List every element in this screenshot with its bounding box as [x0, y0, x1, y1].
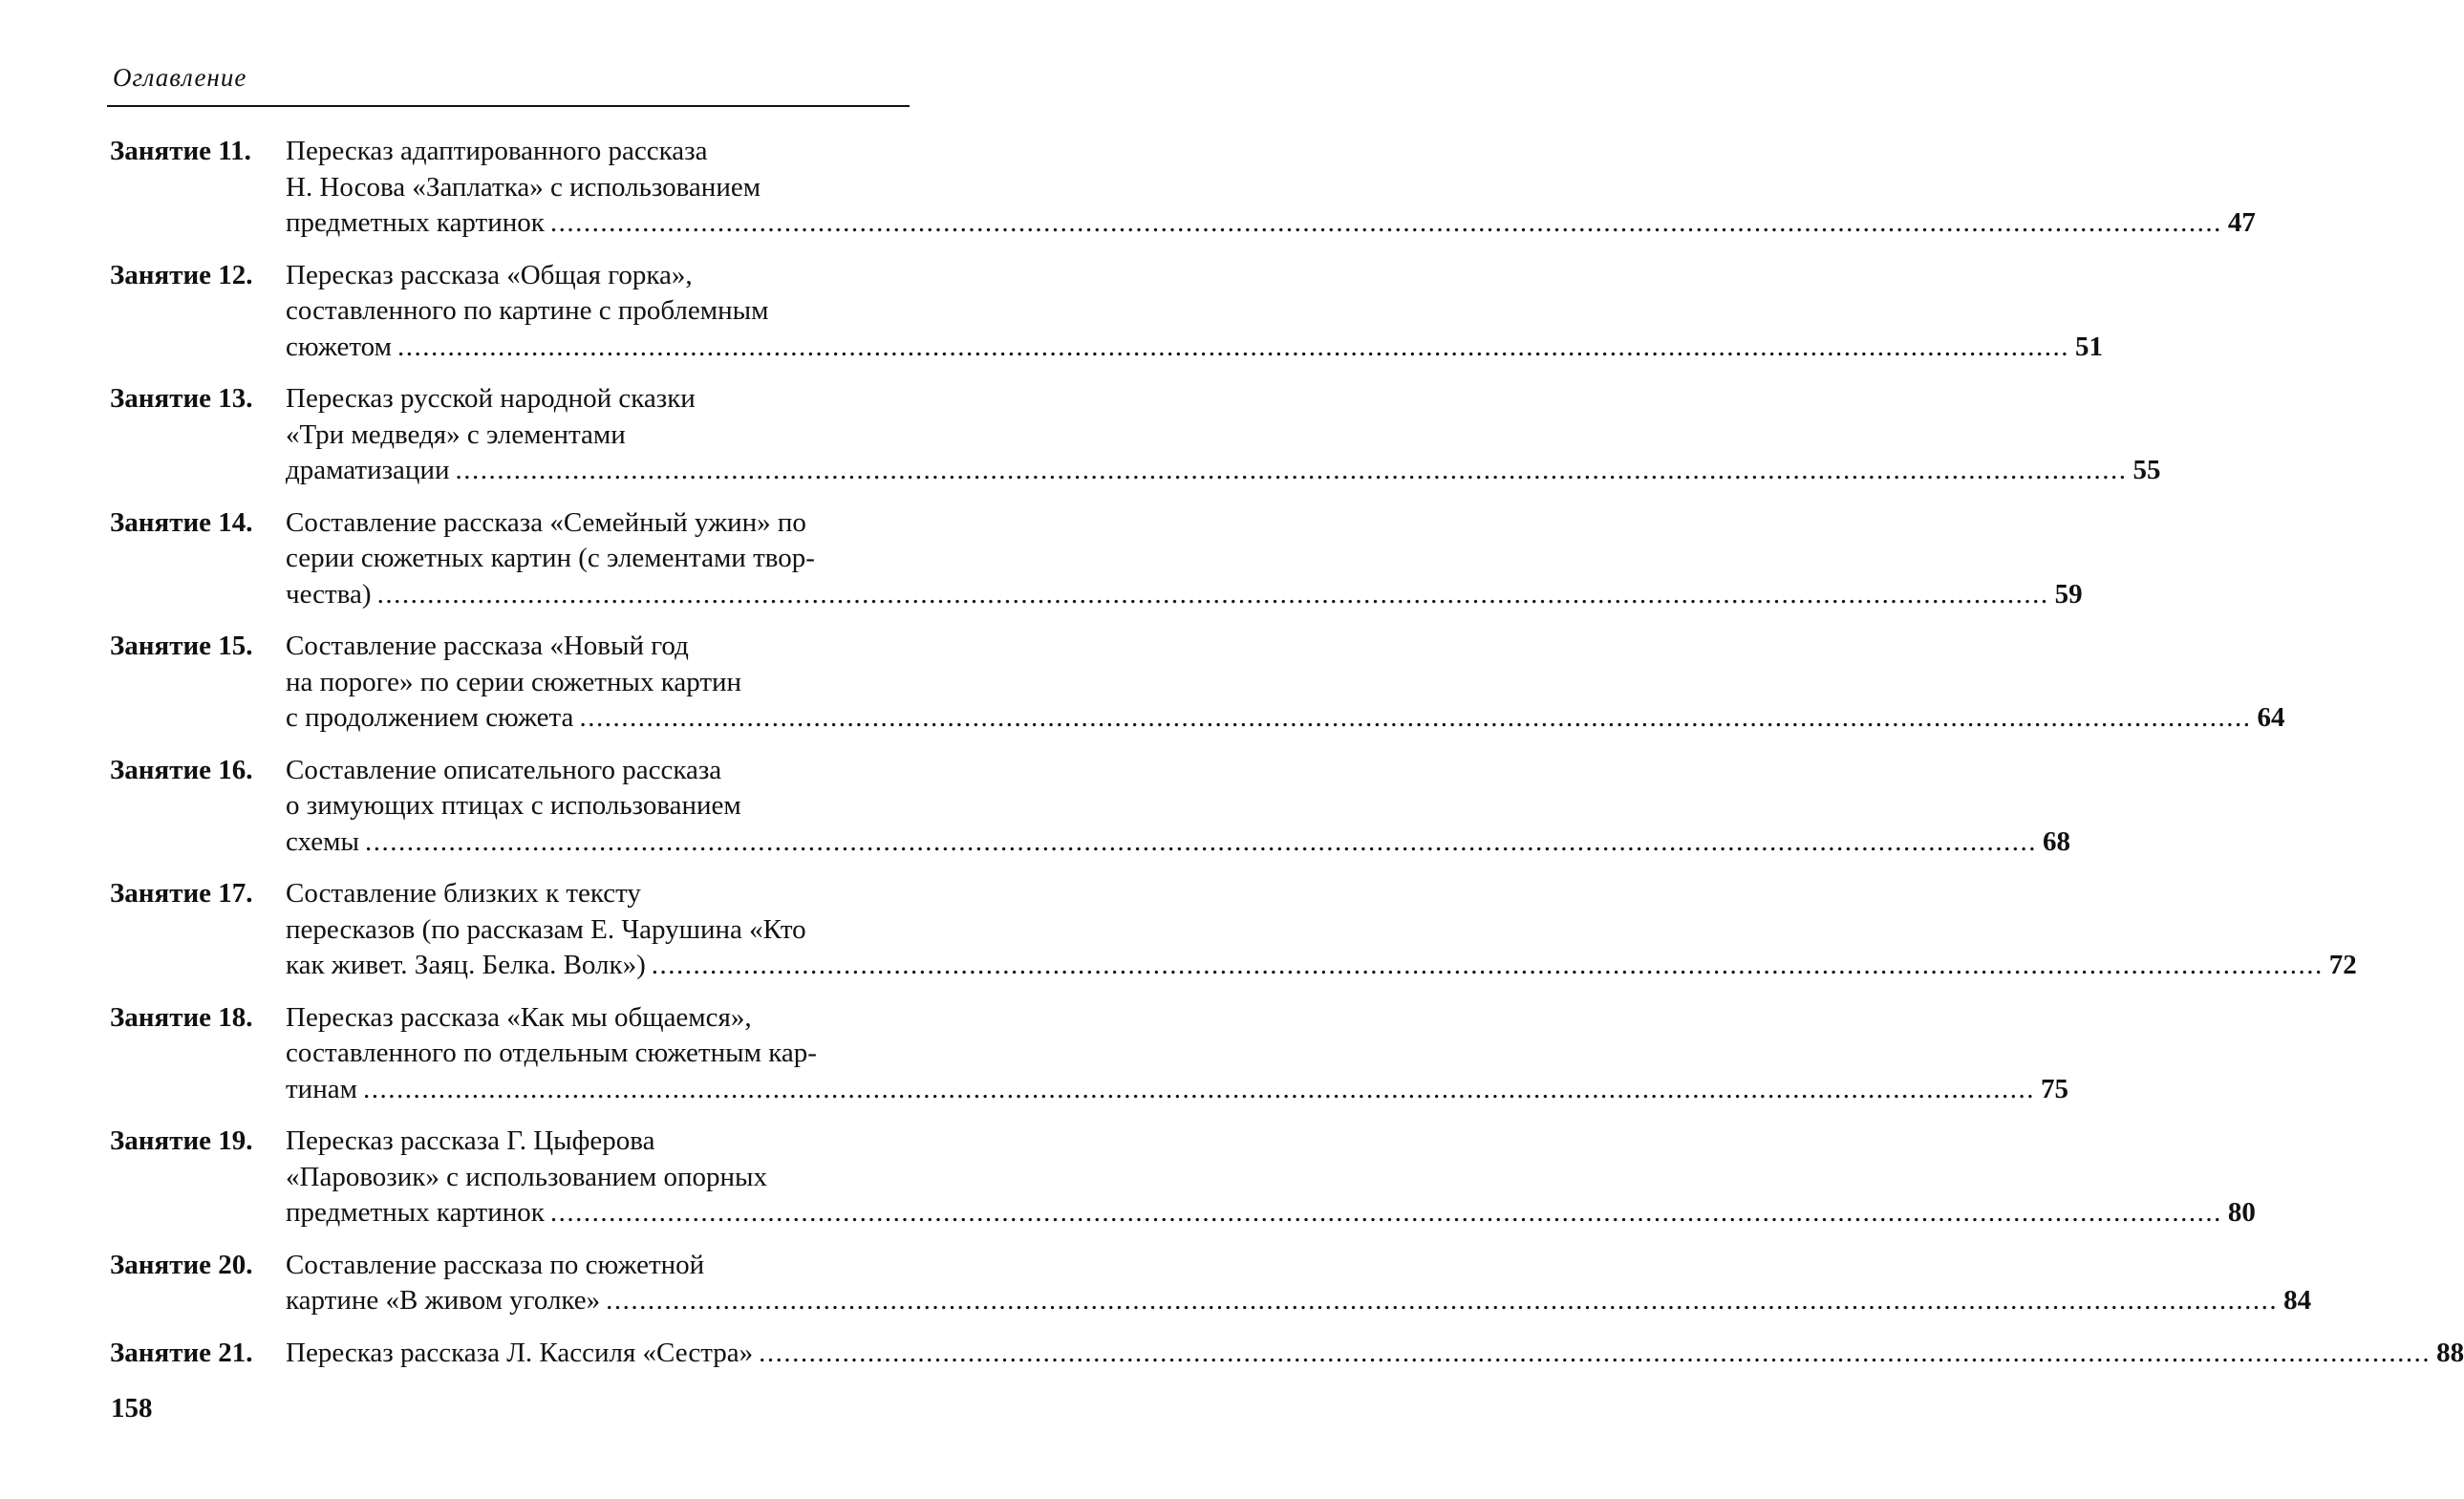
toc-entry-last-line: [286, 1195, 2256, 1231]
toc-entry-last-line: [286, 948, 2357, 984]
toc-entry-title: [286, 753, 2070, 861]
toc-entry-title: [286, 1248, 2311, 1319]
toc-entry: [110, 505, 2083, 613]
dot-leader: ........................................................................................................................................................................................................: [651, 950, 2324, 980]
toc-entry-title-line: Составление рассказа «Семейный ужин» по: [286, 506, 806, 538]
dot-leader: ........................................................................................................................................................................................................: [549, 1197, 2222, 1228]
toc-entry: [110, 753, 2070, 861]
toc-entry-label: Занятие 15.: [110, 631, 253, 661]
toc-entry-title-line: Н. Носова «Заплатка» с использованием: [286, 171, 761, 203]
toc-entry-title-line: Пересказ русской народной сказки: [286, 383, 696, 414]
page-number: 158: [111, 1393, 153, 1424]
toc-entry-title-line: Пересказ рассказа «Как мы общаемся»,: [286, 1001, 752, 1033]
toc-entry-title-line: как живет. Заяц. Белка. Волк»): [286, 950, 646, 980]
toc-entry-last-line: [286, 205, 2256, 242]
toc-entry-title: [286, 629, 2284, 737]
toc-entry-title: [286, 505, 2083, 613]
dot-leader: ........................................................................................................................................................................................................: [376, 578, 2049, 610]
toc-entry-last-line: [286, 453, 2160, 489]
toc-entry-last-line: [286, 1072, 2068, 1108]
toc-entry-title-line: Пересказ адаптированного рассказа: [286, 136, 708, 166]
dot-leader: ........................................................................................................................................................................................................: [759, 1337, 2432, 1368]
toc-entry-title-line: составленного по отдельным сюжетным кар-: [286, 1038, 817, 1068]
toc-entry-label: Занятие 18.: [110, 1001, 253, 1033]
toc-entry-label: Занятие 20.: [110, 1249, 253, 1280]
toc-entry-label: Занятие 14.: [110, 506, 253, 538]
toc-entry-page-number: 84: [2283, 1285, 2312, 1316]
toc-entry-last-line: [286, 330, 2103, 366]
toc-entry: [110, 1124, 2256, 1231]
toc-entry-title-line: сюжетом: [286, 331, 392, 362]
toc-entry-page-number: 88: [2436, 1337, 2464, 1368]
dot-leader: ........................................................................................................................................................................................................: [396, 331, 2069, 362]
toc-entry-title: [286, 134, 2256, 242]
running-header: Оглавление: [113, 63, 247, 92]
toc-entry-last-line: [286, 1336, 2464, 1372]
toc-entry-title: [286, 1124, 2256, 1231]
toc-entry-title-line: пересказов (по рассказам Е. Чарушина «Кто: [286, 913, 806, 945]
toc-entry: [110, 1248, 2312, 1319]
toc-entry-last-line: [286, 577, 2083, 613]
toc-entry-title-line: составленного по картине с проблемным: [286, 295, 769, 326]
toc-entry-label: Занятие 12.: [110, 259, 253, 290]
toc-entry-title-line: Составление рассказа по сюжетной: [286, 1249, 705, 1280]
dot-leader: ........................................................................................................................................................................................................: [455, 455, 2128, 485]
toc-entry-title-line: Пересказ рассказа Л. Кассиля «Сестра»: [286, 1337, 754, 1368]
toc-entry-label: Занятие 19.: [110, 1125, 253, 1156]
toc-entry-last-line: [286, 1283, 2311, 1319]
toc-entry-page-number: 59: [2054, 578, 2083, 610]
toc-entry-title-line: «Паровозик» с использованием опорных: [286, 1161, 767, 1192]
toc-entry-title-line: чества): [286, 578, 372, 610]
toc-entry-title-line: Пересказ рассказа Г. Цыферова: [286, 1125, 655, 1156]
toc-entry-title-line: картине «В живом уголке»: [286, 1285, 601, 1316]
toc-entry-last-line: [286, 700, 2284, 737]
toc-entry-title-line: Составление описательного рассказа: [286, 754, 722, 785]
toc-entry-title-line: тинам: [286, 1073, 357, 1104]
dot-leader: ........................................................................................................................................................................................................: [362, 1073, 2035, 1104]
toc-entry-page-number: 75: [2040, 1073, 2068, 1104]
toc-entry-title: [286, 876, 2357, 984]
toc-entry: [110, 629, 2285, 737]
toc-entry-title: [286, 1336, 2464, 1372]
toc-entry-title-line: Составление рассказа «Новый год: [286, 631, 689, 661]
toc-entry-page-number: 64: [2257, 702, 2285, 733]
toc-entry: [110, 876, 2357, 984]
toc-entry: [110, 381, 2161, 489]
dot-leader: ........................................................................................................................................................................................................: [579, 702, 2252, 733]
toc-entry-title-line: о зимующих птицах с использованием: [286, 790, 741, 821]
toc-entry-page-number: 55: [2132, 455, 2161, 485]
toc-entry-label: Занятие 11.: [110, 136, 251, 166]
toc-entry-label: Занятие 17.: [110, 878, 253, 909]
toc-entry-title: [286, 258, 2103, 366]
toc-entry-last-line: [286, 824, 2070, 861]
toc-entry-page-number: 68: [2042, 825, 2070, 857]
toc-entry-label: Занятие 13.: [110, 383, 253, 414]
toc-entry-title-line: драматизации: [286, 455, 450, 485]
toc-entry: [110, 1000, 2068, 1108]
toc-entry-title: [286, 1000, 2068, 1108]
toc-entry-label: Занятие 21.: [110, 1337, 253, 1368]
toc-entry-title-line: серии сюжетных картин (с элементами твор-: [286, 543, 815, 573]
toc-entry-title-line: схемы: [286, 825, 359, 857]
table-of-contents: [110, 134, 2464, 1387]
toc-entry-page-number: 51: [2074, 331, 2103, 362]
toc-entry-title: [286, 381, 2160, 489]
toc-entry-page-number: 80: [2227, 1197, 2256, 1228]
toc-entry: [110, 258, 2103, 366]
dot-leader: ........................................................................................................................................................................................................: [549, 207, 2222, 238]
dot-leader: ........................................................................................................................................................................................................: [364, 825, 2037, 857]
toc-entry: [110, 134, 2256, 242]
toc-entry-title-line: Составление близких к тексту: [286, 878, 641, 909]
toc-entry-label: Занятие 16.: [110, 754, 253, 785]
toc-entry-page-number: 47: [2227, 207, 2256, 238]
toc-entry: [110, 1336, 2464, 1372]
dot-leader: ........................................................................................................................................................................................................: [606, 1285, 2279, 1316]
toc-entry-title-line: с продолжением сюжета: [286, 702, 574, 733]
toc-entry-title-line: Пересказ рассказа «Общая горка»,: [286, 259, 693, 290]
toc-entry-title-line: на пороге» по серии сюжетных картин: [286, 666, 742, 697]
toc-entry-title-line: «Три медведя» с элементами: [286, 418, 626, 450]
header-rule: [107, 105, 910, 107]
toc-entry-page-number: 72: [2328, 950, 2357, 980]
toc-entry-title-line: предметных картинок: [286, 1197, 545, 1228]
toc-entry-title-line: предметных картинок: [286, 207, 545, 238]
